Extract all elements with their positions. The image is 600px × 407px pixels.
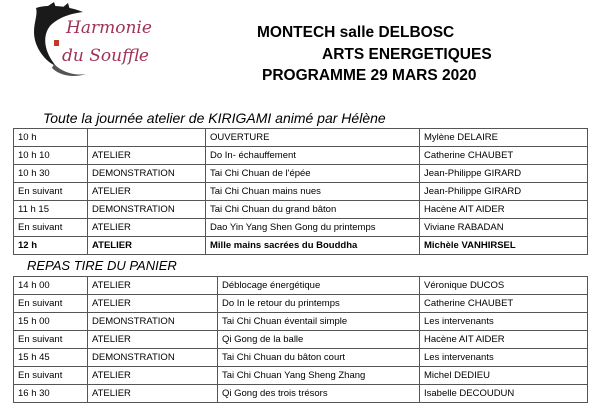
cell-time: 14 h 00	[14, 277, 88, 295]
table-row	[14, 331, 588, 349]
cell-type: ATELIER	[88, 277, 218, 295]
cell-time: 15 h 45	[14, 349, 88, 367]
seal-stamp	[54, 40, 59, 46]
morning-schedule-table	[13, 128, 588, 255]
cell-type: ATELIER	[88, 147, 206, 165]
cell-title: Do In- échauffement	[206, 147, 420, 165]
cell-host: Michèle VANHIRSEL	[420, 237, 588, 255]
table-row	[14, 201, 588, 219]
cell-title: Tai Chi Chuan de l'épée	[206, 165, 420, 183]
table-row	[14, 385, 588, 403]
cell-type: ATELIER	[88, 219, 206, 237]
table-row	[14, 237, 588, 255]
logo	[28, 2, 152, 78]
cell-title: Tai Chi Chuan éventail simple	[218, 313, 420, 331]
table-row	[14, 147, 588, 165]
table-row	[14, 183, 588, 201]
cell-time: 11 h 15	[14, 201, 88, 219]
cell-time: En suivant	[14, 183, 88, 201]
cell-title: Dao Yin Yang Shen Gong du printemps	[206, 219, 420, 237]
cell-host: Jean-Philippe GIRARD	[420, 165, 588, 183]
cell-title: Qi Gong de la balle	[218, 331, 420, 349]
table-row	[14, 295, 588, 313]
lunch-heading: REPAS TIRE DU PANIER	[27, 258, 177, 273]
cell-title: Tai Chi Chuan mains nues	[206, 183, 420, 201]
cell-type: ATELIER	[88, 367, 218, 385]
cell-title: Tai Chi Chuan Yang Sheng Zhang	[218, 367, 420, 385]
cell-host: Mylène DELAIRE	[420, 129, 588, 147]
header-venue: MONTECH salle DELBOSC	[257, 24, 455, 41]
cell-host: Viviane RABADAN	[420, 219, 588, 237]
cell-type: ATELIER	[88, 295, 218, 313]
cell-time: 10 h 10	[14, 147, 88, 165]
cell-host: Les intervenants	[420, 313, 588, 331]
table-row	[14, 349, 588, 367]
cell-time: 16 h 30	[14, 385, 88, 403]
cell-time: En suivant	[14, 367, 88, 385]
cell-time: 10 h 30	[14, 165, 88, 183]
cell-type	[88, 129, 206, 147]
table-row	[14, 313, 588, 331]
kirigami-note: Toute la journée atelier de KIRIGAMI animé par Hélène	[43, 110, 386, 126]
cell-title: Tai Chi Chuan du bâton court	[218, 349, 420, 367]
logo-line1: Harmonie	[66, 18, 152, 38]
cell-host: Hacène AIT AIDER	[420, 201, 588, 219]
cell-time: En suivant	[14, 219, 88, 237]
cell-title: Déblocage énergétique	[218, 277, 420, 295]
table-row	[14, 219, 588, 237]
cell-type: DEMONSTRATION	[88, 165, 206, 183]
cell-host: Hacène AIT AIDER	[420, 331, 588, 349]
table-row	[14, 129, 588, 147]
cell-type: ATELIER	[88, 237, 206, 255]
afternoon-schedule-table	[13, 276, 588, 403]
header-programme: PROGRAMME 29 MARS 2020	[262, 67, 477, 84]
cell-host: Catherine CHAUBET	[420, 295, 588, 313]
cell-time: En suivant	[14, 331, 88, 349]
brush-stroke-icon	[28, 2, 98, 78]
table-row	[14, 165, 588, 183]
cell-title: Tai Chi Chuan du grand bâton	[206, 201, 420, 219]
cell-time: 12 h	[14, 237, 88, 255]
table-row	[14, 367, 588, 385]
cell-host: Isabelle DECOUDUN	[420, 385, 588, 403]
cell-host: Véronique DUCOS	[420, 277, 588, 295]
cell-time: 10 h	[14, 129, 88, 147]
logo-line2: du Souffle	[62, 46, 149, 66]
cell-host: Catherine CHAUBET	[420, 147, 588, 165]
cell-type: DEMONSTRATION	[88, 313, 218, 331]
cell-type: ATELIER	[88, 385, 218, 403]
cell-title: OUVERTURE	[206, 129, 420, 147]
cell-host: Michel DEDIEU	[420, 367, 588, 385]
cell-type: ATELIER	[88, 331, 218, 349]
cell-time: 15 h 00	[14, 313, 88, 331]
table-row	[14, 277, 588, 295]
cell-type: ATELIER	[88, 183, 206, 201]
cell-type: DEMONSTRATION	[88, 349, 218, 367]
cell-type: DEMONSTRATION	[88, 201, 206, 219]
cell-host: Jean-Philippe GIRARD	[420, 183, 588, 201]
header-theme: ARTS ENERGETIQUES	[322, 46, 492, 63]
cell-title: Qi Gong des trois trésors	[218, 385, 420, 403]
cell-title: Do In le retour du printemps	[218, 295, 420, 313]
cell-host: Les intervenants	[420, 349, 588, 367]
cell-time: En suivant	[14, 295, 88, 313]
cell-title: Mille mains sacrées du Bouddha	[206, 237, 420, 255]
